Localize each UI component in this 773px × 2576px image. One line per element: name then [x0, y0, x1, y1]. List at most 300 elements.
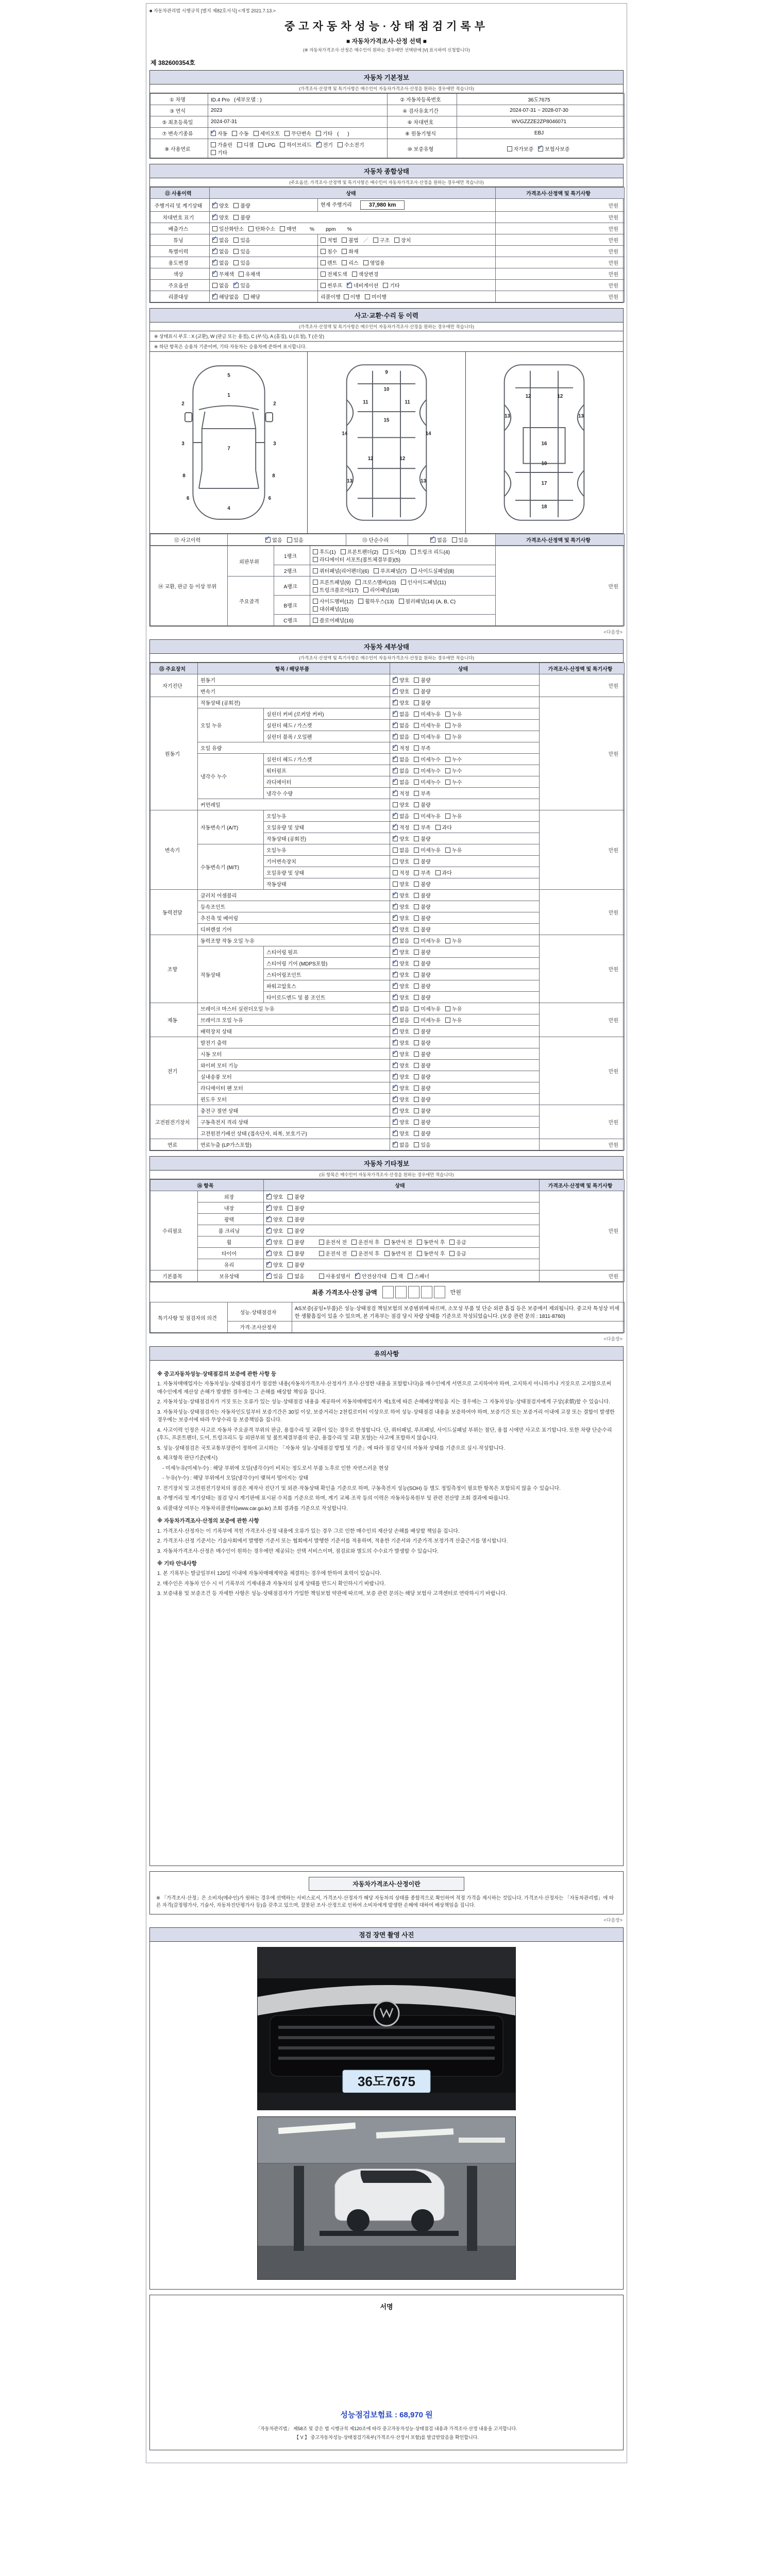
checkbox-option-unchecked[interactable]: 불량	[414, 1107, 430, 1114]
checkbox-icon	[414, 972, 419, 977]
notice-paragraph: 2. 자동차성능·상태점검자가 거짓 또는 오류가 있는 성능·상태점검 내용을 제공하여 자동차매매업자가 제1호에 따른 손해배상책임을 지는 경우에는 그 자동차성능·상태점검자에게 구상(求償)할 수 있습니다.	[157, 1399, 610, 1405]
receipt-confirm-line: 【 V 】 중고자동차성능·상태점검기록부(가격조사·산정서 포함)를 발급받았음을 확인합니다.	[294, 2434, 479, 2440]
checkbox-option-checked[interactable]: ✓ 양호	[393, 699, 409, 706]
table-cell	[390, 822, 540, 833]
checkbox-option-checked[interactable]: ✓ 없음	[212, 236, 229, 244]
checkbox-option-unchecked[interactable]: 수동	[232, 129, 248, 137]
checkbox-option-unchecked[interactable]: 잭	[391, 1272, 403, 1280]
checkbox-icon	[399, 599, 404, 604]
checkbox-option-unchecked[interactable]: 트렁크플로어(17)	[313, 586, 359, 594]
checkbox-option-unchecked[interactable]: 탄화수소	[248, 225, 275, 232]
checkbox-option-checked[interactable]: ✓ 없음	[393, 778, 409, 786]
checkbox-option-unchecked[interactable]: 프론트패널(9)	[313, 578, 351, 586]
checkbox-option-unchecked[interactable]: 디젤	[237, 141, 254, 148]
checkbox-option-checked[interactable]: ✓ 있음	[233, 281, 250, 289]
table-cell: 외장	[198, 1191, 264, 1202]
car-exterior-top-view-diagram	[154, 357, 304, 529]
checkbox-icon	[435, 870, 441, 875]
checkbox-option-checked[interactable]: ✓ 양호	[393, 835, 409, 842]
checkbox-option-unchecked[interactable]: 인사이드패널(11)	[401, 578, 446, 586]
checkbox-option-checked[interactable]: ✓ 양호	[393, 925, 409, 933]
checkbox-option-unchecked[interactable]: 누유	[445, 937, 462, 944]
checkbox-option-unchecked[interactable]: 있음	[233, 236, 250, 244]
checkbox-option-unchecked[interactable]: 도어(3)	[383, 548, 406, 555]
checkbox-option-unchecked[interactable]: 미세누유	[414, 710, 441, 718]
inspection-insurance-premium	[150, 2409, 623, 2420]
price-digit-box	[395, 1286, 407, 1298]
checkbox-option-checked[interactable]: ✓ 자동	[211, 129, 227, 137]
checkbox-option-unchecked[interactable]: 플로어패널(16)	[313, 616, 354, 624]
checkbox-option-unchecked[interactable]: 미세누수	[414, 778, 441, 786]
notice-paragraph: 1. 자동차매매업자는 자동차성능·상태점검자가 점검한 내용(자동차가격조사·산정자가 조사·산정한 내용을 포함합니다)을 매수인에게 서면으로 고지하여야 하며, 고지하지 아니하거나 거짓으로 고지함으로써 매수인에게 재산상 손해가 발생한 경우에는 그 손해를 배상할 책임을 집니다.	[157, 1381, 611, 1395]
checkbox-option-unchecked[interactable]: 렌트	[321, 259, 337, 266]
checkbox-option-unchecked[interactable]: 트렁크 리드(4)	[411, 548, 450, 555]
price-digit-box	[408, 1286, 419, 1298]
checkbox-option-unchecked[interactable]: 운전석 전	[319, 1238, 347, 1246]
checkbox-option-checked[interactable]: ✓ 양호	[393, 971, 409, 978]
notice-paragraph: 8. 주행거리 및 계기상태는 점검 당시 계기판에 표시된 수치를 기준으로 하며, 계기 교체·조작 등의 이력은 자동차등록원부 및 관련 전산망 조회 결과에 따릅니다.	[157, 1496, 510, 1502]
checkbox-option-unchecked[interactable]: 불량	[414, 982, 430, 990]
checkbox-option-checked[interactable]: ✓ 있음	[266, 1272, 283, 1280]
checkbox-option-unchecked[interactable]: 불량	[414, 971, 430, 978]
checkbox-option-unchecked[interactable]: 루프패널(7)	[374, 567, 407, 574]
checkbox-option-unchecked[interactable]: 유채색	[239, 270, 260, 278]
checkbox-option-unchecked[interactable]: 부족	[414, 789, 430, 797]
checkbox-option-unchecked[interactable]: 부족	[414, 744, 430, 752]
notice-paragraph: 1. 가격조사·산정자는 이 기록부에 적힌 가격조사·산정 내용에 오류가 있는 경우 그로 인한 매수인의 재산상 손해를 배상할 책임을 집니다.	[157, 1528, 460, 1534]
table-cell: 만원	[540, 1139, 625, 1150]
checkbox-option-unchecked[interactable]: 불량	[414, 699, 430, 706]
checkbox-option-unchecked[interactable]: 무단변속	[284, 129, 311, 137]
checkbox-option-unchecked[interactable]: 스패너	[408, 1272, 429, 1280]
checkbox-option-unchecked[interactable]: 미세누유	[414, 812, 441, 820]
checkbox-icon	[393, 814, 398, 819]
checkbox-icon	[321, 272, 326, 277]
checkbox-option-unchecked[interactable]: 누유	[445, 846, 462, 854]
checkbox-option-unchecked[interactable]: 해당	[244, 293, 260, 300]
checkbox-option-checked[interactable]: ✓ 양호	[393, 1095, 409, 1103]
checkbox-option-unchecked[interactable]: 불량	[414, 959, 430, 967]
checkbox-option-checked[interactable]: ✓ 양호	[393, 903, 409, 910]
option-separator	[309, 1238, 314, 1246]
checkbox-option-unchecked[interactable]: 없음	[288, 1272, 304, 1280]
checkbox-option-unchecked[interactable]: 불량	[233, 213, 250, 221]
checkbox-option-unchecked[interactable]: 이행	[344, 293, 360, 300]
car-diagrams	[150, 352, 623, 534]
checkbox-option-unchecked[interactable]: 불량	[414, 880, 430, 888]
checkbox-option-unchecked[interactable]: 누수	[445, 778, 462, 786]
checkbox-option-checked[interactable]: ✓ 양호	[393, 1050, 409, 1058]
checkbox-option-unchecked[interactable]: 양호	[393, 857, 409, 865]
diagram-part-number: 12	[526, 394, 531, 399]
checkbox-icon	[393, 950, 398, 955]
signature-space	[150, 2311, 623, 2409]
checkbox-option-unchecked[interactable]: 양호	[393, 801, 409, 808]
checkbox-option-unchecked[interactable]: 세미오토	[254, 129, 280, 137]
checkbox-option-unchecked[interactable]: 사용설명서	[319, 1272, 350, 1280]
checkbox-option-unchecked[interactable]: 색상변경	[352, 270, 379, 278]
checkbox-option-unchecked[interactable]: 불량	[288, 1249, 304, 1257]
checkbox-option-checked[interactable]: ✓ 양호	[266, 1238, 283, 1246]
checkbox-option-unchecked[interactable]: 장치	[394, 236, 411, 244]
checkbox-option-unchecked[interactable]: 불량	[288, 1227, 304, 1234]
checkbox-icon	[393, 825, 398, 830]
checkbox-option-unchecked[interactable]: 침수	[321, 247, 337, 255]
checkbox-option-unchecked[interactable]: 일산화탄소	[212, 225, 244, 232]
checkbox-option-unchecked[interactable]: 썬루프	[321, 281, 342, 289]
checkbox-icon	[233, 249, 239, 254]
checkbox-option-checked[interactable]: ✓ 네비게이션	[347, 281, 378, 289]
table-cell: 냉각수 수량	[264, 788, 390, 799]
checkbox-option-unchecked[interactable]: 누유	[445, 812, 462, 820]
checkbox-option-unchecked[interactable]: 불량	[288, 1238, 304, 1246]
checkbox-option-unchecked[interactable]: 불량	[288, 1261, 304, 1268]
checkbox-option-checked[interactable]: ✓ 양호	[393, 914, 409, 922]
checkbox-icon	[211, 131, 216, 136]
checkbox-option-unchecked[interactable]: 영업용	[363, 259, 385, 266]
checkbox-option-unchecked[interactable]: 매연	[280, 225, 296, 232]
checkbox-option-checked[interactable]: ✓ 양호	[393, 1039, 409, 1046]
checkbox-option-checked[interactable]: ✓ 양호	[393, 1118, 409, 1126]
checkbox-option-checked[interactable]: ✓ 보험사보증	[538, 145, 569, 152]
checkbox-option-checked[interactable]: ✓ 없음	[393, 812, 409, 820]
checkbox-option-unchecked[interactable]: 불량	[414, 1118, 430, 1126]
checkbox-option-unchecked[interactable]: 불량	[414, 1084, 430, 1092]
checkbox-option-unchecked[interactable]: 미세누수	[414, 767, 441, 774]
checkbox-option-unchecked[interactable]: 불량	[288, 1193, 304, 1200]
table-cell: 만원	[496, 223, 625, 234]
table-cell: 자동변속기 (A/T)	[198, 810, 264, 844]
checkbox-option-unchecked[interactable]: 불량	[288, 1204, 304, 1212]
checkbox-option-checked[interactable]: ✓ 없음	[393, 1016, 409, 1024]
table-cell: 만원	[540, 697, 625, 810]
checkbox-option-checked[interactable]: ✓ 없음	[393, 937, 409, 944]
checkbox-icon	[414, 870, 419, 875]
table-cell: 만원	[540, 1003, 625, 1037]
section-basic-title: 자동차 기본정보	[150, 71, 623, 84]
checkbox-option-unchecked[interactable]: 미세누유	[414, 1016, 441, 1024]
checkbox-icon	[265, 537, 271, 543]
notices-body	[150, 1361, 623, 1866]
checkbox-option-checked[interactable]: ✓ 없음	[393, 721, 409, 729]
checkbox-option-unchecked[interactable]: 양호	[393, 880, 409, 888]
checkbox-icon	[313, 618, 318, 623]
checkbox-option-unchecked[interactable]: 적법	[321, 236, 337, 244]
checkbox-option-unchecked[interactable]: 있음	[233, 247, 250, 255]
table-cell: 브레이크 오일 누유	[198, 1014, 390, 1026]
checkbox-option-unchecked[interactable]: 수소전기	[338, 141, 364, 148]
checkbox-option-checked[interactable]: ✓ 없음	[265, 536, 282, 544]
section-detail-note: (가격조사·산정액 및 특기사항은 매수인이 자동차가격조사·산정을 원하는 경우에만 적습니다)	[150, 654, 623, 663]
checkbox-icon	[445, 848, 450, 853]
checkbox-option-unchecked[interactable]: 동반석 전	[384, 1238, 412, 1246]
checkbox-option-unchecked[interactable]: 누유	[445, 710, 462, 718]
table-cell: 36도7675	[457, 94, 625, 105]
checkbox-icon	[212, 283, 217, 288]
checkbox-icon	[358, 599, 363, 604]
section-detail-condition	[149, 639, 624, 1151]
checkbox-option-checked[interactable]: ✓ 양호	[393, 676, 409, 684]
table-cell: 파워고압호스	[264, 980, 390, 992]
table-cell: 조향	[150, 935, 198, 1003]
checkbox-option-unchecked[interactable]: 휠하우스(13)	[358, 597, 394, 605]
checkbox-option-unchecked[interactable]: 불량	[414, 891, 430, 899]
checkbox-option-unchecked[interactable]: 기타	[316, 129, 332, 137]
checkbox-option-checked[interactable]: ✓ 없음	[212, 259, 229, 266]
checkbox-icon	[313, 557, 318, 562]
table-cell: 라디에이터	[264, 776, 390, 788]
checkbox-option-checked[interactable]: ✓ 양호	[393, 1073, 409, 1080]
checkbox-option-unchecked[interactable]: 운전석 후	[351, 1249, 379, 1257]
checkbox-option-checked[interactable]: ✓ 해당없음	[212, 293, 239, 300]
checkbox-option-unchecked[interactable]: 라디에이터 서포트(볼트체결부품)(5)	[313, 555, 400, 563]
checkbox-icon	[414, 802, 419, 807]
checkbox-option-checked[interactable]: ✓ 안전삼각대	[355, 1272, 386, 1280]
table-cell	[390, 1094, 540, 1105]
checkbox-option-unchecked[interactable]: 운전석 전	[319, 1249, 347, 1257]
checkbox-option-unchecked[interactable]: 응급	[449, 1238, 466, 1246]
table-cell: ⑮ 주요장치	[150, 663, 198, 674]
checkbox-option-checked[interactable]: ✓ 무채색	[212, 270, 234, 278]
section-etc-title: 자동차 기타정보	[150, 1157, 623, 1171]
checkbox-option-unchecked[interactable]: 부족	[414, 869, 430, 876]
checkbox-option-unchecked[interactable]: 기타	[211, 148, 227, 156]
checkbox-option-unchecked[interactable]: 불량	[414, 925, 430, 933]
table-cell	[318, 268, 496, 280]
checkbox-icon	[414, 1018, 419, 1023]
checkbox-option-checked[interactable]: ✓ 양호	[266, 1249, 283, 1257]
checkbox-option-unchecked[interactable]: 후드(1)	[313, 548, 336, 555]
checkbox-option-unchecked[interactable]: 있음	[233, 259, 250, 266]
checkbox-option-unchecked[interactable]: 불량	[414, 948, 430, 956]
checkbox-option-unchecked[interactable]: 구조	[373, 236, 390, 244]
checkbox-option-unchecked[interactable]: 불량	[414, 1129, 430, 1137]
table-cell	[208, 139, 388, 158]
checkbox-option-unchecked[interactable]: 동반석 후	[417, 1249, 445, 1257]
table-cell	[310, 577, 496, 596]
checkbox-icon	[414, 689, 419, 694]
checkbox-option-unchecked[interactable]: 불량	[414, 1039, 430, 1046]
table-cell: 원동기	[150, 697, 198, 810]
checkbox-icon	[411, 549, 416, 554]
checkbox-option-checked[interactable]: ✓ 양호	[393, 687, 409, 695]
checkbox-option-checked[interactable]: ✓ 양호	[393, 1107, 409, 1114]
checkbox-option-unchecked[interactable]: 있음	[414, 1141, 430, 1148]
checkbox-option-checked[interactable]: ✓ 없음	[393, 1141, 409, 1148]
checkbox-option-unchecked[interactable]: 불량	[414, 676, 430, 684]
diagram-part-number: 17	[541, 481, 547, 487]
table-cell: 실린더 커버 (로커암 커버)	[264, 708, 390, 720]
checkbox-option-checked[interactable]: ✓ 양호	[266, 1261, 283, 1268]
checkbox-option-checked[interactable]: ✓ 없음	[393, 767, 409, 774]
photo-list	[150, 1942, 623, 2289]
checkbox-option-unchecked[interactable]: 불량	[288, 1215, 304, 1223]
checkbox-option-unchecked[interactable]: 있음	[287, 536, 304, 544]
checkbox-icon	[287, 537, 292, 543]
checkbox-option-checked[interactable]: ✓ 양호	[212, 213, 229, 221]
checkbox-option-unchecked[interactable]: 누유	[445, 1016, 462, 1024]
inspection-photo-front-grille	[257, 1947, 516, 2110]
checkbox-option-unchecked[interactable]: 누수	[445, 755, 462, 763]
checkbox-icon	[393, 1074, 398, 1079]
checkbox-option-unchecked[interactable]: 미세누유	[414, 1005, 441, 1012]
checkbox-icon	[538, 146, 543, 151]
checkbox-icon	[435, 825, 441, 830]
checkbox-option-unchecked[interactable]: 리스	[342, 259, 358, 266]
checkbox-option-checked[interactable]: ✓ 없음	[393, 755, 409, 763]
checkbox-option-unchecked[interactable]: 응급	[449, 1249, 466, 1257]
checkbox-option-checked[interactable]: ✓ 적정	[393, 789, 409, 797]
checkbox-option-unchecked[interactable]: 전체도색	[321, 270, 347, 278]
checkbox-option-checked[interactable]: ✓ 전기	[316, 141, 333, 148]
checkbox-option-unchecked[interactable]: 가솔린	[211, 141, 232, 148]
checkbox-option-unchecked[interactable]: 사이드실패널(8)	[411, 567, 454, 574]
table-cell: 만원	[496, 546, 625, 626]
premium-label: 성능점검보험료 :	[340, 2410, 397, 2419]
checkbox-option-unchecked[interactable]: 미세누수	[414, 755, 441, 763]
basic-info-table	[150, 93, 625, 158]
checkbox-option-checked[interactable]: ✓ 없음	[393, 710, 409, 718]
checkbox-option-unchecked[interactable]: 과다	[435, 869, 452, 876]
checkbox-option-unchecked[interactable]: 불량	[414, 1027, 430, 1035]
checkbox-option-unchecked[interactable]: 부족	[414, 823, 430, 831]
checkbox-option-unchecked[interactable]: 없음	[212, 281, 229, 289]
checkbox-option-unchecked[interactable]: 불량	[414, 687, 430, 695]
checkbox-option-unchecked[interactable]: 자가보증	[507, 145, 534, 152]
checkbox-option-unchecked[interactable]: 미세누유	[414, 721, 441, 729]
checkbox-option-unchecked[interactable]: LPG	[258, 142, 275, 148]
checkbox-option-checked[interactable]: ✓ 양호	[393, 993, 409, 1001]
table-cell: 구동축전지 격리 상태	[198, 1116, 390, 1128]
checkbox-option-unchecked[interactable]: 없음	[393, 846, 409, 854]
checkbox-option-checked[interactable]: ✓ 양호	[212, 201, 229, 209]
table-cell: 오일유량 및 상태	[264, 867, 390, 878]
checkbox-icon	[212, 203, 217, 208]
checkbox-icon	[414, 791, 419, 796]
checkbox-option-unchecked[interactable]: 크로스멤버(10)	[356, 578, 396, 586]
checkbox-option-unchecked[interactable]: 누수	[445, 767, 462, 774]
checkbox-icon	[452, 537, 457, 543]
table-cell: 휠	[198, 1236, 264, 1248]
checkbox-option-unchecked[interactable]: 사이드멤버(12)	[313, 597, 354, 605]
checkbox-option-unchecked[interactable]: 기타	[383, 281, 399, 289]
checkbox-option-checked[interactable]: ✓ 양호	[393, 1061, 409, 1069]
checkbox-option-unchecked[interactable]: 프론트펜더(2)	[341, 548, 379, 555]
table-cell: ⑬ 단순수리	[346, 534, 408, 546]
checkbox-option-checked[interactable]: ✓ 없음	[393, 733, 409, 740]
table-cell	[390, 810, 540, 822]
checkbox-option-checked[interactable]: ✓ 없음	[393, 1005, 409, 1012]
checkbox-option-unchecked[interactable]: 불량	[414, 914, 430, 922]
table-cell	[390, 1116, 540, 1128]
checkbox-icon	[414, 995, 419, 1000]
checkbox-option-unchecked[interactable]: 불량	[414, 801, 430, 808]
checkbox-icon	[393, 1108, 398, 1113]
table-cell: 실내송풍 모터	[198, 1071, 390, 1082]
table-cell	[390, 958, 540, 969]
table-cell	[390, 1037, 540, 1048]
checkbox-option-unchecked[interactable]: 미이행	[365, 293, 386, 300]
checkbox-icon	[393, 677, 398, 683]
notice-paragraph: 6. 체크항목 판단기준(예시)	[157, 1455, 218, 1462]
checkbox-option-checked[interactable]: ✓ 없음	[430, 536, 447, 544]
checkbox-option-unchecked[interactable]: 동반석 후	[417, 1238, 445, 1246]
checkbox-option-unchecked[interactable]: 필러패널(14) (A, B, C)	[399, 597, 456, 605]
checkbox-icon	[288, 1262, 293, 1267]
checkbox-icon	[393, 802, 398, 807]
checkbox-option-unchecked[interactable]: 미세누유	[414, 846, 441, 854]
inspector-opinion-table	[150, 1302, 625, 1333]
checkbox-option-unchecked[interactable]: 불량	[414, 857, 430, 865]
checkbox-option-unchecked[interactable]: 불량	[414, 1073, 430, 1080]
section-inspection-photos	[149, 1927, 624, 2290]
diagram-part-number: 14	[342, 431, 348, 437]
checkbox-option-checked[interactable]: ✓ 없음	[212, 247, 229, 255]
legal-notice-line: 「자동차관리법」 제58조 및 같은 법 시행규칙 제120조에 따라 중고자동차성능·상태점검 내용과 가격조사·산정 내용을 고지합니다.	[256, 2426, 517, 2431]
checkbox-option-unchecked[interactable]: 미세누유	[414, 733, 441, 740]
checkbox-option-checked[interactable]: ✓ 양호	[393, 982, 409, 990]
checkbox-option-checked[interactable]: ✓ 양호	[393, 1027, 409, 1035]
checkbox-option-unchecked[interactable]: 과다	[435, 823, 452, 831]
checkbox-option-checked[interactable]: ✓ 양호	[266, 1215, 283, 1223]
checkbox-icon	[393, 757, 398, 762]
table-cell	[310, 565, 496, 577]
checkbox-option-unchecked[interactable]: 불량	[414, 903, 430, 910]
checkbox-option-checked[interactable]: ✓ 적정	[393, 823, 409, 831]
checkbox-option-unchecked[interactable]: 동반석 전	[384, 1249, 412, 1257]
checkbox-option-unchecked[interactable]: 적정	[393, 869, 409, 876]
table-cell	[210, 280, 318, 291]
checkbox-option-unchecked[interactable]: 리어패널(18)	[363, 586, 399, 594]
checkbox-icon	[313, 549, 318, 554]
checkbox-option-unchecked[interactable]: 미세누유	[414, 937, 441, 944]
checkbox-option-unchecked[interactable]: 불량	[414, 1061, 430, 1069]
checkbox-option-unchecked[interactable]: 불량	[414, 1050, 430, 1058]
checkbox-option-checked[interactable]: ✓ 양호	[393, 1084, 409, 1092]
checkbox-icon	[414, 814, 419, 819]
checkbox-option-checked[interactable]: ✓ 양호	[393, 1129, 409, 1137]
checkbox-option-checked[interactable]: ✓ 양호	[266, 1227, 283, 1234]
checkbox-option-unchecked[interactable]: 불량	[414, 1095, 430, 1103]
checkbox-option-unchecked[interactable]: 화재	[342, 247, 358, 255]
table-cell: 만원	[540, 935, 625, 1003]
checkbox-option-checked[interactable]: ✓ 양호	[393, 959, 409, 967]
checkbox-option-unchecked[interactable]: 불법	[342, 236, 358, 244]
checkbox-option-checked[interactable]: ✓ 적정	[393, 744, 409, 752]
checkbox-option-unchecked[interactable]: 누유	[445, 721, 462, 729]
checkbox-option-unchecked[interactable]: 있음	[452, 536, 468, 544]
table-cell: 전기	[150, 1037, 198, 1105]
checkbox-option-unchecked[interactable]: 운전석 후	[351, 1238, 379, 1246]
checkbox-option-unchecked[interactable]: 대쉬패널(15)	[313, 605, 348, 613]
checkbox-option-checked[interactable]: ✓ 양호	[266, 1193, 283, 1200]
checkbox-option-unchecked[interactable]: 불량	[414, 835, 430, 842]
checkbox-option-unchecked[interactable]: 불량	[233, 201, 250, 209]
checkbox-option-checked[interactable]: ✓ 양호	[393, 891, 409, 899]
checkbox-option-unchecked[interactable]: 불량	[414, 993, 430, 1001]
table-cell: A랭크	[274, 577, 310, 596]
checkbox-option-unchecked[interactable]: 하이브리드	[280, 141, 311, 148]
checkbox-option-unchecked[interactable]: 누유	[445, 733, 462, 740]
checkbox-icon	[383, 549, 388, 554]
checkbox-option-checked[interactable]: ✓ 양호	[266, 1204, 283, 1212]
checkbox-option-unchecked[interactable]: 누유	[445, 1005, 462, 1012]
table-cell: 리콜대상	[150, 291, 210, 302]
checkbox-option-unchecked[interactable]: 쿼터패널(리어펜더)(6)	[313, 567, 369, 574]
checkbox-icon	[288, 1228, 293, 1233]
checkbox-option-checked[interactable]: ✓ 양호	[393, 948, 409, 956]
table-cell	[390, 697, 540, 708]
